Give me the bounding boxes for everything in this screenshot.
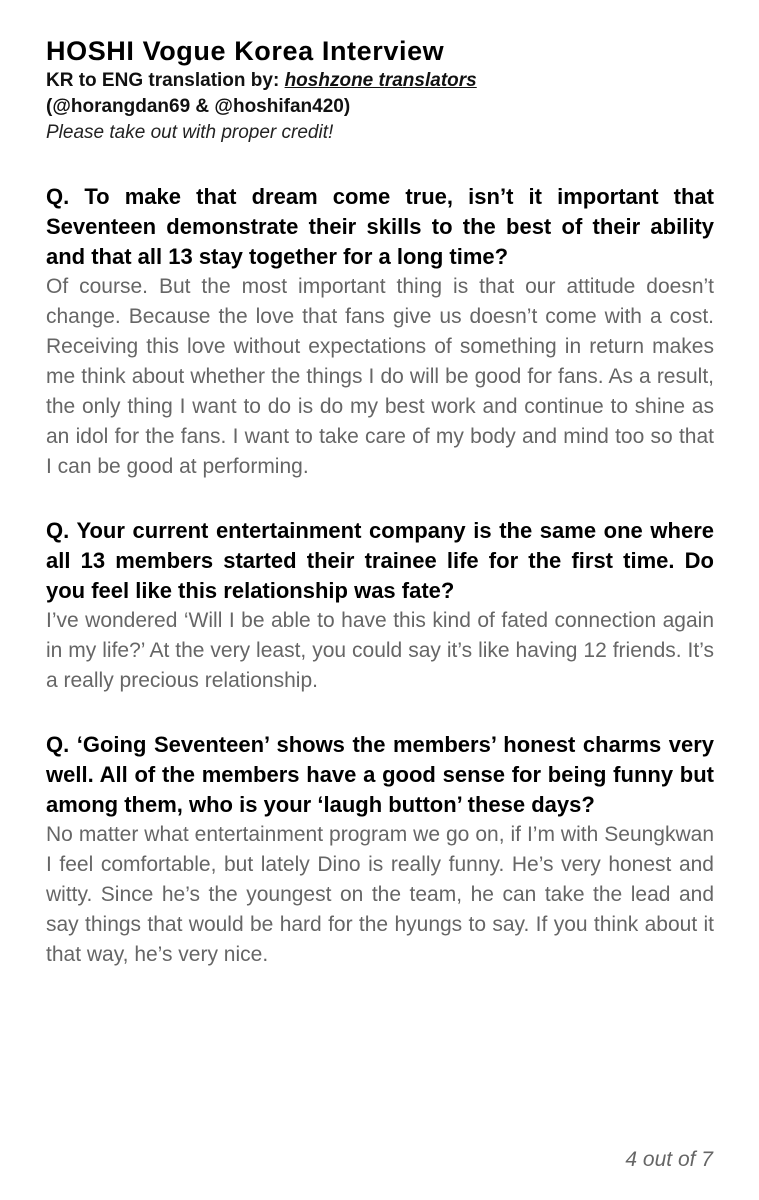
qa-block-1: [46, 182, 714, 482]
credit-note: Please take out with proper credit!: [46, 122, 334, 143]
qa-block-2: [46, 516, 714, 696]
document-page: [46, 34, 714, 970]
question-3: Q. ‘Going Seventeen’ shows the members’ honest charms very well. All of the members have a good sense for being funny but among them, who is your ‘laugh button’ these days?: [46, 732, 714, 817]
qa-block-3: [46, 730, 714, 970]
answer-3: No matter what entertainment program we go on, if I’m with Seungkwan I feel comfortable, but lately Dino is really funny. He’s very honest and witty. Since he’s the youngest on the team, he can take the lead and say things that would be hard for the hyungs to say. If you think about it that way, he’s very nice.: [46, 823, 714, 966]
page-title: HOSHI Vogue Korea Interview: [46, 36, 445, 66]
translation-team-link[interactable]: hoshzone translators: [284, 70, 477, 91]
question-1: Q. To make that dream come true, isn’t it important that Seventeen demonstrate their skills to the best of their ability and that all 13 stay together for a long time?: [46, 184, 714, 269]
answer-2: I’ve wondered ‘Will I be able to have this kind of fated connection again in my life?’ At the very least, you could say it’s like having 12 friends. It’s a really precious relationship.: [46, 609, 714, 692]
translation-credit: [46, 68, 714, 94]
translator-handles: (@horangdan69 & @hoshifan420): [46, 96, 351, 117]
translation-credit-prefix: KR to ENG translation by:: [46, 70, 285, 91]
page-number: 4 out of 7: [625, 1148, 713, 1171]
answer-1: Of course. But the most important thing is that our attitude doesn’t change. Because the love that fans give us doesn’t come with a cost. Receiving this love without expectations of something in return makes me think about whether the things I do will be good for fans. As a result, the only thing I want to do is do my best work and continue to shine as an idol for the fans. I want to take care of my body and mind too so that I can be good at performing.: [46, 275, 714, 478]
question-2: Q. Your current entertainment company is the same one where all 13 members started their trainee life for the first time. Do you feel like this relationship was fate?: [46, 518, 714, 603]
